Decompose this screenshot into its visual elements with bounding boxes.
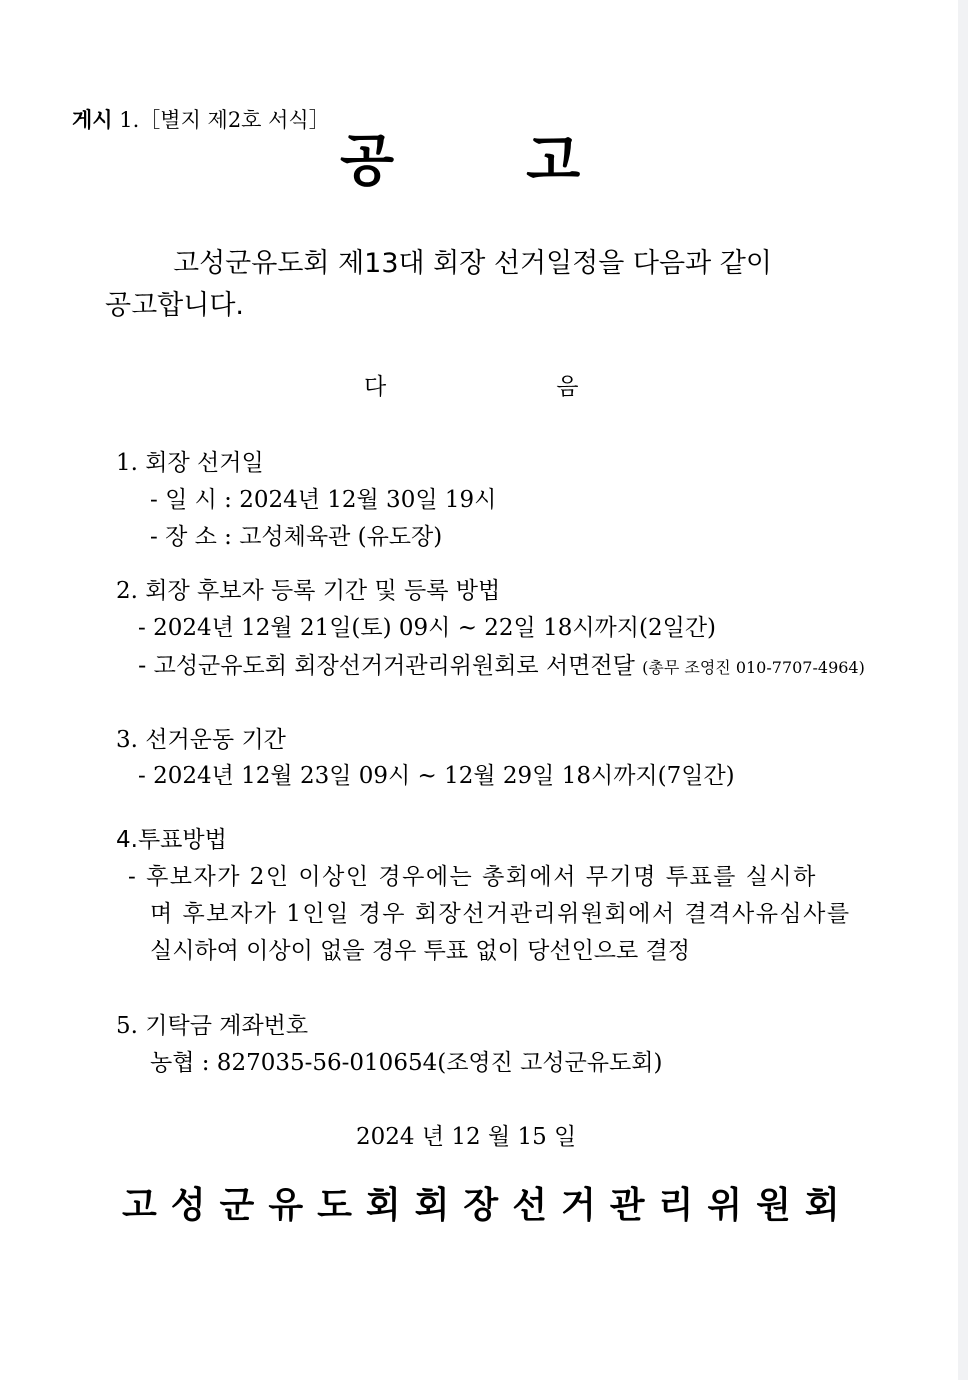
notice-title-part1: 공	[340, 129, 395, 194]
section-1-line-1: - 일 시 : 2024년 12월 30일 19시	[150, 487, 497, 513]
section-4-line-3: 실시하여 이상이 없을 경우 투표 없이 당선인으로 결정	[150, 938, 690, 964]
section-2-line-2-text: - 고성군유도회 회장선거거관리위원회로 서면전달	[138, 653, 635, 679]
daeum-part2: 음	[556, 374, 579, 400]
section-4-line-1: - 후보자가 2인 이상인 경우에는 총회에서 무기명 투표를 실시하	[128, 864, 817, 890]
form-header-prefix: 게시	[72, 108, 113, 132]
section-2-contact-note: (총무 조영진 010-7707-4964)	[642, 658, 865, 677]
section-2-line-2	[138, 655, 865, 678]
organization-name: 고성군유도회회장선거관리위원회	[122, 1185, 854, 1226]
notice-title-part2: 고	[526, 129, 581, 194]
form-header-label: 1.［별지 제2호 서식］	[112, 108, 330, 132]
section-2-heading: 2. 회장 후보자 등록 기간 및 등록 방법	[116, 578, 501, 604]
form-header	[72, 110, 330, 131]
section-2-line-1: - 2024년 12월 21일(토) 09시 ~ 22일 18시까지(2일간)	[138, 615, 717, 641]
section-1-line-2: - 장 소 : 고성체육관 (유도장)	[150, 524, 443, 550]
section-5-heading: 5. 기탁금 계좌번호	[116, 1013, 309, 1039]
daeum-heading	[364, 376, 578, 399]
notice-title	[340, 129, 581, 194]
section-5-line-1: 농협 : 827035-56-010654(조영진 고성군유도회)	[150, 1050, 663, 1076]
section-4-heading: 4.투표방법	[116, 827, 227, 853]
intro-line-1: 고성군유도회 제13대 회장 선거일정을 다음과 같이	[173, 248, 772, 279]
intro-line-2: 공고합니다.	[105, 290, 244, 321]
page-edge	[958, 0, 968, 1380]
section-3-heading: 3. 선거운동 기간	[116, 727, 286, 753]
section-1-heading: 1. 회장 선거일	[116, 450, 264, 476]
daeum-part1: 다	[364, 374, 387, 400]
notice-date: 2024 년 12 월 15 일	[356, 1124, 577, 1150]
section-4-line-2: 며 후보자가 1인일 경우 회장선거관리위원회에서 결격사유심사를	[150, 901, 851, 927]
section-3-line-1: - 2024년 12월 23일 09시 ~ 12월 29일 18시까지(7일간)	[138, 763, 735, 789]
